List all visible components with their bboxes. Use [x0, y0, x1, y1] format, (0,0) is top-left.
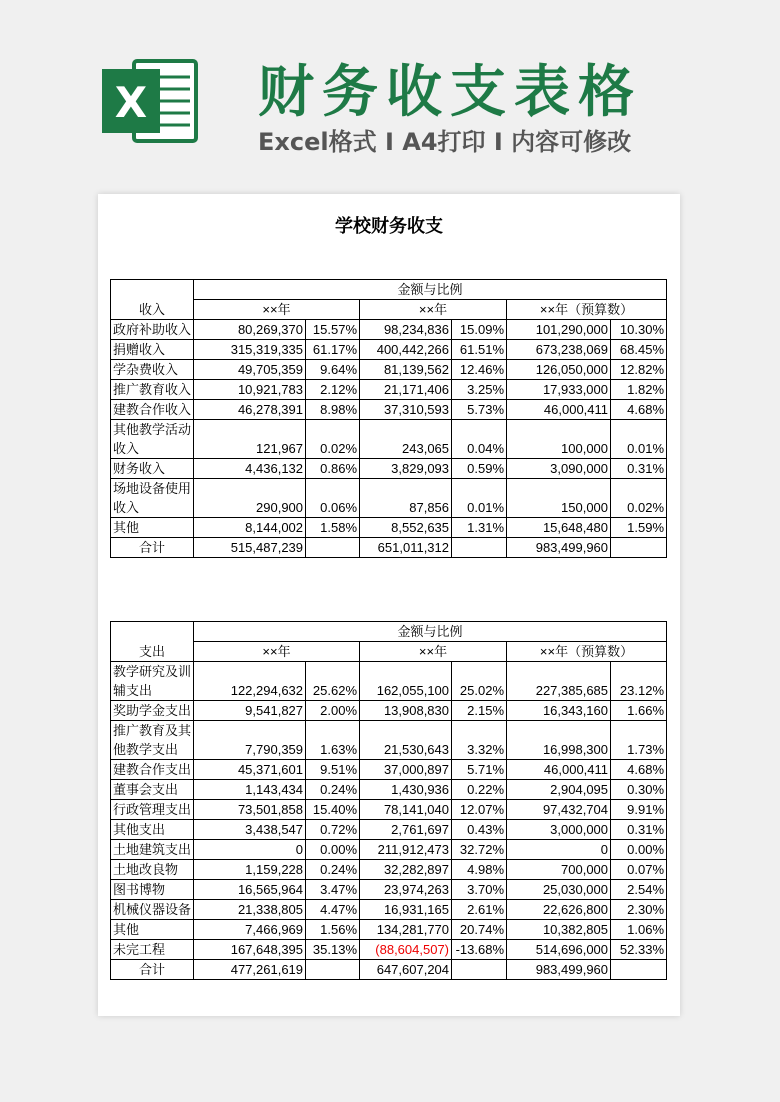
- cell-p2: 3.25%: [452, 380, 507, 400]
- cell-p3: 2.30%: [611, 900, 667, 920]
- row-label-cell: 图书博物: [111, 880, 194, 900]
- table-row: [111, 340, 667, 360]
- cell-v2: 37,310,593: [360, 400, 452, 420]
- cell-v2: 23,974,263: [360, 880, 452, 900]
- cell-p2: 5.71%: [452, 760, 507, 780]
- table-row: [111, 820, 667, 840]
- table-row: [111, 760, 667, 780]
- cell-v3: 150,000: [507, 479, 611, 518]
- cell-p2: 1.31%: [452, 518, 507, 538]
- cell-v3: 46,000,411: [507, 760, 611, 780]
- table-row: [111, 420, 667, 459]
- row-label-line1: 其他教学活动: [113, 422, 192, 437]
- cell-p1: 0.72%: [306, 820, 360, 840]
- cell-p3: 23.12%: [611, 662, 667, 701]
- expense-label-cell: 支出: [111, 622, 194, 662]
- cell-p3: 52.33%: [611, 940, 667, 960]
- cell-v1: 315,319,335: [194, 340, 306, 360]
- cell-p2: 15.09%: [452, 320, 507, 340]
- row-label-cell: 建教合作收入: [111, 400, 194, 420]
- cell-v3: 15,648,480: [507, 518, 611, 538]
- cell-p2: 5.73%: [452, 400, 507, 420]
- income-year-header: ××年: [360, 300, 507, 320]
- cell-v3: 100,000: [507, 420, 611, 459]
- cell-v3: 227,385,685: [507, 662, 611, 701]
- svg-text:X: X: [114, 78, 148, 127]
- cell-v1: 167,648,395: [194, 940, 306, 960]
- cell-v2: 32,282,897: [360, 860, 452, 880]
- cell-v2: (88,604,507): [360, 940, 452, 960]
- cell-v3: 16,343,160: [507, 701, 611, 721]
- cell-v2: 400,442,266: [360, 340, 452, 360]
- cell-v1: 7,466,969: [194, 920, 306, 940]
- income-year-header: ××年（预算数）: [507, 300, 667, 320]
- cell-p1: 3.47%: [306, 880, 360, 900]
- row-label-cell: 奖助学金支出: [111, 701, 194, 721]
- cell-p2: 32.72%: [452, 840, 507, 860]
- cell-v1: 9,541,827: [194, 701, 306, 721]
- row-label-cell: [111, 721, 194, 760]
- cell-v2: 3,829,093: [360, 459, 452, 479]
- cell-v2: 8,552,635: [360, 518, 452, 538]
- income-year-header: ××年: [194, 300, 360, 320]
- expense-year-header: ××年（预算数）: [507, 642, 667, 662]
- cell-v2: 1,430,936: [360, 780, 452, 800]
- cell-p3: 10.30%: [611, 320, 667, 340]
- cell-v1: 10,921,783: [194, 380, 306, 400]
- cell-p3: 4.68%: [611, 760, 667, 780]
- cell-p1: 0.00%: [306, 840, 360, 860]
- cell-p3: 1.66%: [611, 701, 667, 721]
- table-row: [111, 360, 667, 380]
- cell-v2: 16,931,165: [360, 900, 452, 920]
- cell-p2: 0.01%: [452, 479, 507, 518]
- cell-p2: 0.22%: [452, 780, 507, 800]
- total-row: [111, 538, 667, 558]
- table-row: [111, 880, 667, 900]
- table-row: [111, 780, 667, 800]
- cell-p2: 3.70%: [452, 880, 507, 900]
- banner-title: 财务收支表格: [258, 60, 642, 125]
- row-label-line2: 他教学支出: [113, 742, 179, 757]
- table-row: [111, 800, 667, 820]
- cell-p2: 2.15%: [452, 701, 507, 721]
- table-row: [111, 721, 667, 760]
- cell-v1: 122,294,632: [194, 662, 306, 701]
- cell-v1: 45,371,601: [194, 760, 306, 780]
- cell-p3: 1.59%: [611, 518, 667, 538]
- cell-v2: 21,171,406: [360, 380, 452, 400]
- cell-p3: 0.01%: [611, 420, 667, 459]
- total-empty: [452, 538, 507, 558]
- excel-icon: [100, 55, 200, 147]
- row-label-cell: [111, 479, 194, 518]
- cell-p1: 0.86%: [306, 459, 360, 479]
- row-label-cell: 土地建筑支出: [111, 840, 194, 860]
- total-empty: [306, 538, 360, 558]
- table-row: [111, 459, 667, 479]
- cell-v2: 78,141,040: [360, 800, 452, 820]
- table-row: [111, 479, 667, 518]
- income-label-cell: 收入: [111, 280, 194, 320]
- expense-year-header: ××年: [194, 642, 360, 662]
- cell-v2: 98,234,836: [360, 320, 452, 340]
- cell-p2: 4.98%: [452, 860, 507, 880]
- cell-p2: 2.61%: [452, 900, 507, 920]
- row-label-line1: 推广教育及其: [113, 723, 192, 738]
- cell-p2: 0.43%: [452, 820, 507, 840]
- cell-p2: 12.07%: [452, 800, 507, 820]
- cell-v3: 700,000: [507, 860, 611, 880]
- cell-p3: 1.06%: [611, 920, 667, 940]
- table-row: [111, 380, 667, 400]
- row-label-cell: 建教合作支出: [111, 760, 194, 780]
- row-label-cell: 未完工程: [111, 940, 194, 960]
- cell-v3: 126,050,000: [507, 360, 611, 380]
- cell-v1: 46,278,391: [194, 400, 306, 420]
- cell-v1: 7,790,359: [194, 721, 306, 760]
- cell-p2: 25.02%: [452, 662, 507, 701]
- cell-p3: 0.02%: [611, 479, 667, 518]
- table-row: [111, 701, 667, 721]
- row-label-cell: 机械仪器设备: [111, 900, 194, 920]
- spreadsheet-page: [98, 194, 680, 1016]
- cell-p1: 35.13%: [306, 940, 360, 960]
- cell-v1: 16,565,964: [194, 880, 306, 900]
- total-v3: 983,499,960: [507, 960, 611, 980]
- cell-v3: 673,238,069: [507, 340, 611, 360]
- cell-p2: 3.32%: [452, 721, 507, 760]
- cell-v1: 49,705,359: [194, 360, 306, 380]
- cell-v2: 13,908,830: [360, 701, 452, 721]
- cell-p2: 12.46%: [452, 360, 507, 380]
- cell-p1: 9.64%: [306, 360, 360, 380]
- cell-v2: 21,530,643: [360, 721, 452, 760]
- table-row: [111, 662, 667, 701]
- cell-p2: 0.59%: [452, 459, 507, 479]
- row-label-cell: 财务收入: [111, 459, 194, 479]
- cell-p1: 25.62%: [306, 662, 360, 701]
- row-label-cell: 董事会支出: [111, 780, 194, 800]
- cell-v3: 17,933,000: [507, 380, 611, 400]
- row-label-cell: 土地改良物: [111, 860, 194, 880]
- cell-v3: 2,904,095: [507, 780, 611, 800]
- cell-v1: 1,143,434: [194, 780, 306, 800]
- total-empty: [452, 960, 507, 980]
- table-row: [111, 920, 667, 940]
- row-label-cell: 推广教育收入: [111, 380, 194, 400]
- expense-group-header: 金额与比例: [194, 622, 667, 642]
- cell-v1: 1,159,228: [194, 860, 306, 880]
- table-row: [111, 518, 667, 538]
- total-empty: [611, 960, 667, 980]
- cell-p1: 0.06%: [306, 479, 360, 518]
- total-v2: 647,607,204: [360, 960, 452, 980]
- cell-p2: 0.04%: [452, 420, 507, 459]
- cell-p3: 0.07%: [611, 860, 667, 880]
- cell-p1: 15.40%: [306, 800, 360, 820]
- cell-p3: 0.31%: [611, 459, 667, 479]
- cell-v3: 10,382,805: [507, 920, 611, 940]
- cell-v1: 21,338,805: [194, 900, 306, 920]
- row-label-cell: 其他支出: [111, 820, 194, 840]
- cell-p3: 2.54%: [611, 880, 667, 900]
- cell-v2: 2,761,697: [360, 820, 452, 840]
- cell-p3: 1.82%: [611, 380, 667, 400]
- cell-v2: 162,055,100: [360, 662, 452, 701]
- sheet-title: 学校财务收支: [335, 216, 443, 237]
- table-row: [111, 940, 667, 960]
- cell-v3: 3,000,000: [507, 820, 611, 840]
- total-v1: 477,261,619: [194, 960, 306, 980]
- cell-p1: 1.58%: [306, 518, 360, 538]
- cell-p1: 9.51%: [306, 760, 360, 780]
- table-row: [111, 400, 667, 420]
- cell-p1: 0.24%: [306, 860, 360, 880]
- total-empty: [306, 960, 360, 980]
- total-label: 合计: [111, 538, 194, 558]
- cell-p1: 15.57%: [306, 320, 360, 340]
- cell-p3: 1.73%: [611, 721, 667, 760]
- cell-p1: 4.47%: [306, 900, 360, 920]
- cell-v3: 0: [507, 840, 611, 860]
- cell-p1: 1.56%: [306, 920, 360, 940]
- row-label-line2: 收入: [113, 441, 140, 456]
- cell-p3: 12.82%: [611, 360, 667, 380]
- total-label: 合计: [111, 960, 194, 980]
- cell-p1: 1.63%: [306, 721, 360, 760]
- cell-v3: 25,030,000: [507, 880, 611, 900]
- cell-p3: 0.31%: [611, 820, 667, 840]
- row-label-cell: 政府补助收入: [111, 320, 194, 340]
- cell-p3: 4.68%: [611, 400, 667, 420]
- total-v1: 515,487,239: [194, 538, 306, 558]
- cell-v1: 8,144,002: [194, 518, 306, 538]
- banner-subtitle: Excel格式 I A4打印 I 内容可修改: [258, 128, 632, 156]
- cell-p1: 2.12%: [306, 380, 360, 400]
- row-label-cell: [111, 662, 194, 701]
- table-row: [111, 840, 667, 860]
- cell-v1: 121,967: [194, 420, 306, 459]
- cell-p1: 8.98%: [306, 400, 360, 420]
- row-label-cell: 捐赠收入: [111, 340, 194, 360]
- cell-p3: 9.91%: [611, 800, 667, 820]
- cell-v3: 16,998,300: [507, 721, 611, 760]
- row-label-cell: 其他: [111, 920, 194, 940]
- cell-v1: 73,501,858: [194, 800, 306, 820]
- cell-p3: 0.00%: [611, 840, 667, 860]
- total-empty: [611, 538, 667, 558]
- total-v2: 651,011,312: [360, 538, 452, 558]
- cell-v2: 243,065: [360, 420, 452, 459]
- cell-v2: 211,912,473: [360, 840, 452, 860]
- expense-table: [110, 621, 667, 980]
- cell-p1: 0.02%: [306, 420, 360, 459]
- total-v3: 983,499,960: [507, 538, 611, 558]
- cell-p2: 61.51%: [452, 340, 507, 360]
- cell-p3: 0.30%: [611, 780, 667, 800]
- income-group-header: 金额与比例: [194, 280, 667, 300]
- cell-p1: 2.00%: [306, 701, 360, 721]
- cell-v2: 37,000,897: [360, 760, 452, 780]
- cell-v1: 80,269,370: [194, 320, 306, 340]
- cell-p2: 20.74%: [452, 920, 507, 940]
- table-row: [111, 320, 667, 340]
- cell-v3: 3,090,000: [507, 459, 611, 479]
- cell-p3: 68.45%: [611, 340, 667, 360]
- row-label-line1: 场地设备使用: [113, 481, 192, 496]
- row-label-line2: 收入: [113, 500, 140, 515]
- income-table: [110, 279, 667, 558]
- cell-p1: 0.24%: [306, 780, 360, 800]
- cell-v3: 101,290,000: [507, 320, 611, 340]
- table-row: [111, 860, 667, 880]
- cell-v3: 22,626,800: [507, 900, 611, 920]
- cell-v3: 97,432,704: [507, 800, 611, 820]
- total-row: [111, 960, 667, 980]
- cell-v2: 134,281,770: [360, 920, 452, 940]
- cell-v1: 3,438,547: [194, 820, 306, 840]
- row-label-cell: 其他: [111, 518, 194, 538]
- cell-v1: 0: [194, 840, 306, 860]
- row-label-line2: 辅支出: [113, 683, 153, 698]
- cell-v1: 290,900: [194, 479, 306, 518]
- cell-v2: 81,139,562: [360, 360, 452, 380]
- cell-v2: 87,856: [360, 479, 452, 518]
- row-label-cell: [111, 420, 194, 459]
- cell-p1: 61.17%: [306, 340, 360, 360]
- table-row: [111, 900, 667, 920]
- cell-v3: 46,000,411: [507, 400, 611, 420]
- cell-p2: -13.68%: [452, 940, 507, 960]
- row-label-cell: 行政管理支出: [111, 800, 194, 820]
- cell-v1: 4,436,132: [194, 459, 306, 479]
- row-label-line1: 教学研究及训: [113, 664, 192, 679]
- expense-year-header: ××年: [360, 642, 507, 662]
- row-label-cell: 学杂费收入: [111, 360, 194, 380]
- banner: [0, 0, 780, 190]
- cell-v3: 514,696,000: [507, 940, 611, 960]
